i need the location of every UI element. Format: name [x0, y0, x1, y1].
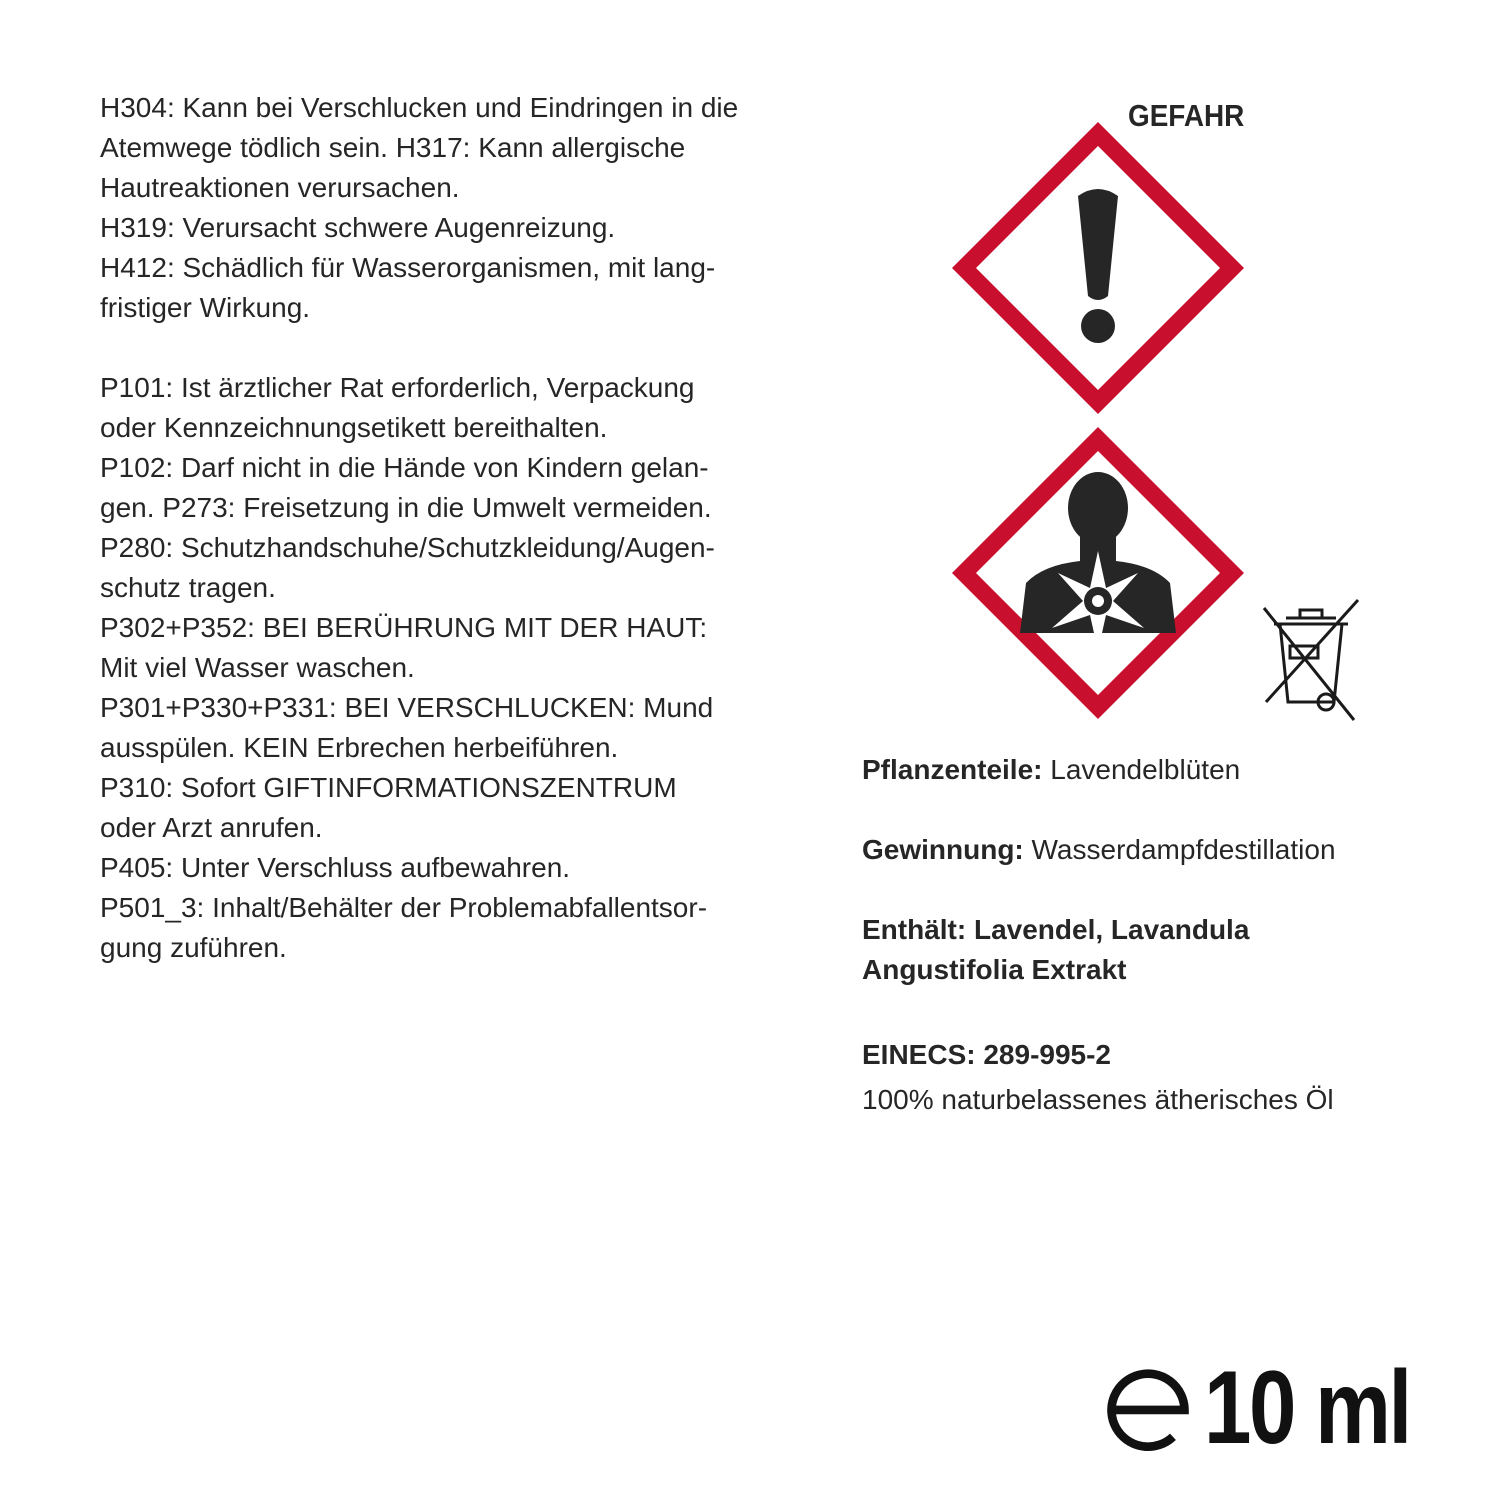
- plant-parts-value: Lavendelblüten: [1050, 754, 1241, 785]
- hazard-statement-h412: H412: Schädlich für Wasserorganismen, mit lang- fristiger Wirkung.: [100, 252, 716, 323]
- extraction-label: Gewinnung:: [862, 834, 1024, 865]
- precaution-p101: P101: Ist ärztlicher Rat erforderlich, Verpackung oder Kennzeichnungsetikett bereithalten.: [100, 372, 695, 443]
- signal-word: GEFAHR: [1128, 98, 1245, 133]
- precaution-p405: P405: Unter Verschluss aufbewahren.: [100, 852, 571, 883]
- exclamation-mark-icon: [948, 118, 1248, 418]
- health-hazard-icon: [948, 423, 1248, 723]
- contains-statement: Enthält: Lavendel, Lavandula Angustifolia Extrakt: [862, 914, 1250, 985]
- extraction-value: Wasserdampfdestillation: [1031, 834, 1336, 865]
- einecs-number: EINECS: 289-995-2: [862, 1039, 1112, 1070]
- extraction-row: [862, 830, 1336, 870]
- volume-mark: [1100, 1348, 1455, 1468]
- plant-parts-row: [862, 750, 1240, 790]
- precaution-p501-3: P501_3: Inhalt/Behälter der Problemabfallentsor- gung zuführen.: [100, 892, 708, 963]
- precaution-p280: P280: Schutzhandschuhe/Schutzkleidung/Augen- schutz tragen.: [100, 532, 715, 603]
- volume-amount: 10 ml: [1204, 1349, 1410, 1466]
- precaution-p102-p273: P102: Darf nicht in die Hände von Kindern gelan- gen. P273: Freisetzung in die Umwelt vermeiden.: [100, 452, 712, 523]
- precaution-p310: P310: Sofort GIFTINFORMATIONSZENTRUM oder Arzt anrufen.: [100, 772, 677, 843]
- hazard-text-column: [100, 88, 790, 968]
- paragraph-gap: [100, 328, 790, 368]
- purity-statement: 100% naturbelassenes ätherisches Öl: [862, 1084, 1334, 1115]
- hazard-statement-h304-h317: H304: Kann bei Verschlucken und Eindringen in die Atemwege tödlich sein. H317: Kann allergische Hautreaktionen verursachen.: [100, 92, 739, 203]
- hazard-statement-h319: H319: Verursacht schwere Augenreizung.: [100, 212, 616, 243]
- crossed-out-wheelie-bin-icon: [1256, 596, 1366, 726]
- estimated-sign-icon: [1100, 1360, 1196, 1456]
- precaution-p301-p330-p331: P301+P330+P331: BEI VERSCHLUCKEN: Mund ausspülen. KEIN Erbrechen herbeiführen.: [100, 692, 714, 763]
- plant-parts-label: Pflanzenteile:: [862, 754, 1043, 785]
- precaution-p302-p352: P302+P352: BEI BERÜHRUNG MIT DER HAUT: Mit viel Wasser waschen.: [100, 612, 708, 683]
